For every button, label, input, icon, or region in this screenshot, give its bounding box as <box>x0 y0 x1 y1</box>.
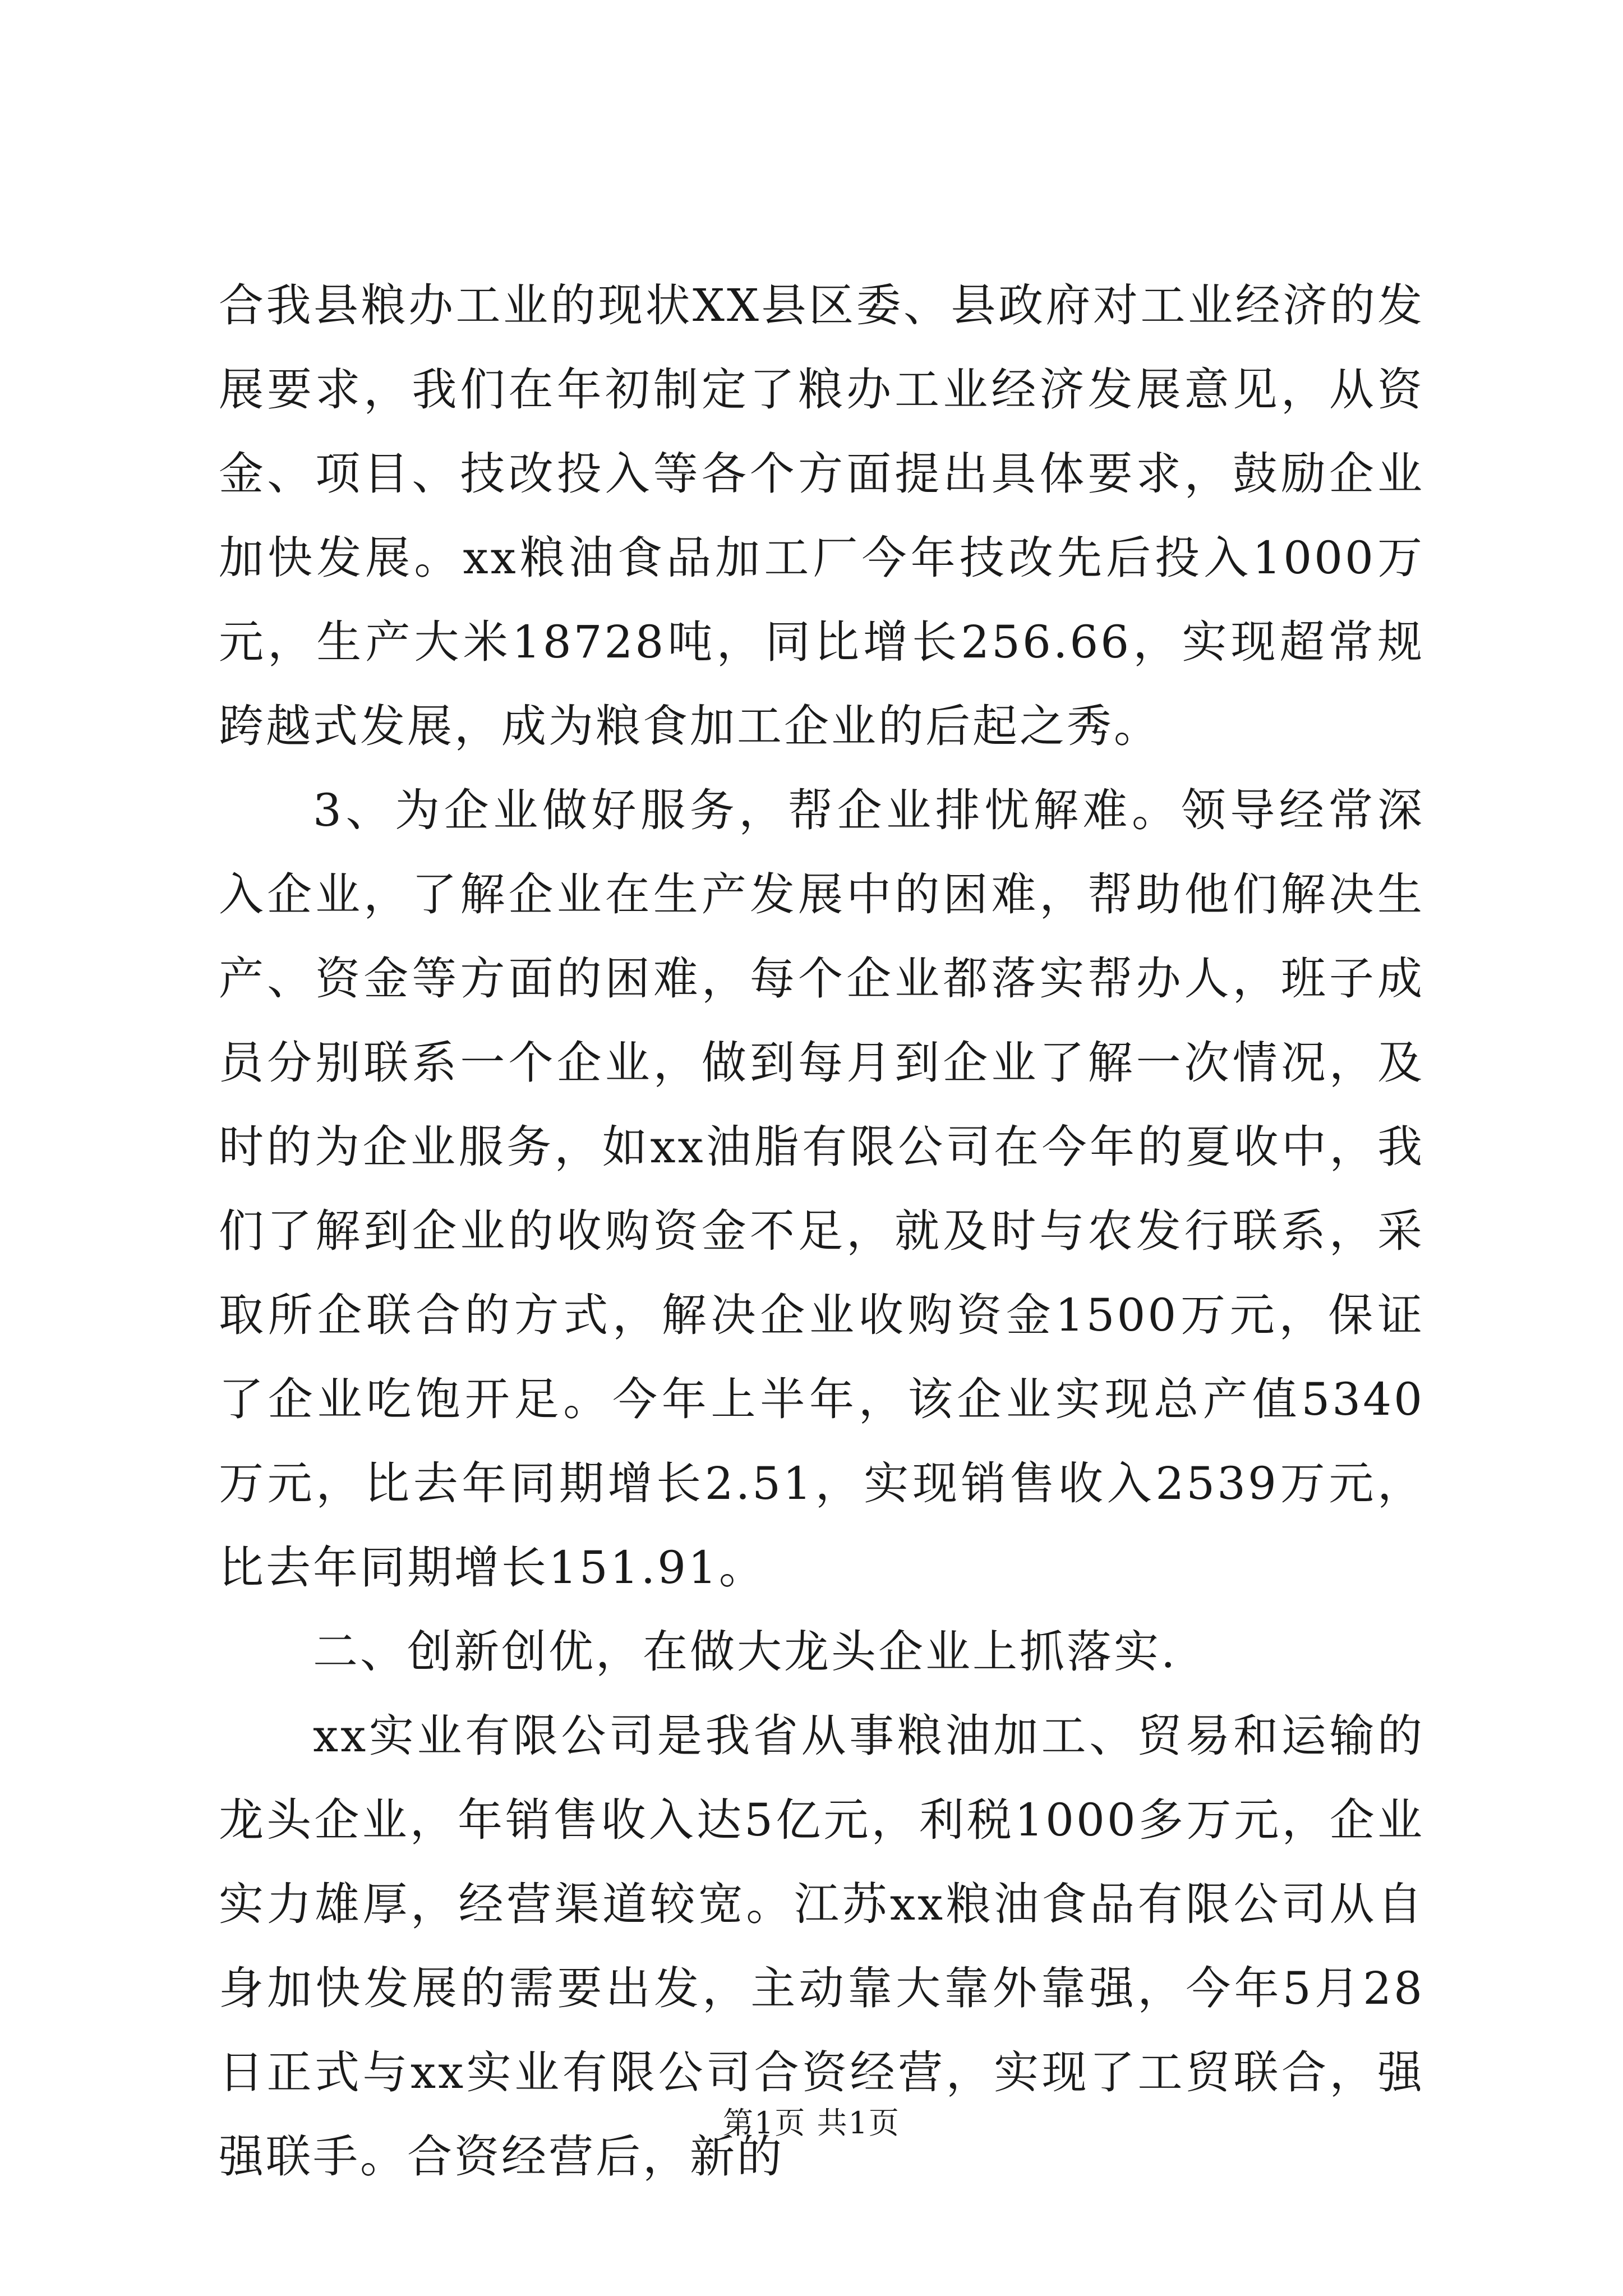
section-heading: 二、创新创优，在做大龙头企业上抓落实. <box>313 1626 1178 1678</box>
document-body <box>219 264 1424 2199</box>
paragraph-leading-enterprise: xx实业有限公司是我省从事粮油加工、贸易和运输的龙头企业，年销售收入达5亿元，利税1000多万元，企业实力雄厚，经营渠道较宽。江苏xx粮油食品有限公司从自身加快发展的需要出发，主动靠大靠外靠强，今年5月28日正式与xx实业有限公司合资经营，实现了工贸联合，强强联手。合资经营后，新的 <box>219 1710 1424 2183</box>
paragraph-continuation: 合我县粮办工业的现状XX县区委、县政府对工业经济的发展要求，我们在年初制定了粮办工业经济发展意见，从资金、项目、技改投入等各个方面提出具体要求，鼓励企业加快发展。xx粮油食品加工厂今年技改先后投入1000万元，生产大米18728吨，同比增长256.66，实现超常规跨越式发展，成为粮食加工企业的后起之秀。 <box>219 279 1424 752</box>
page-footer: 第1页 共1页 <box>723 2105 900 2141</box>
paragraph-service: 3、为企业做好服务，帮企业排忧解难。领导经常深入企业，了解企业在生产发展中的困难，帮助他们解决生产、资金等方面的困难，每个企业都落实帮办人，班子成员分别联系一个企业，做到每月到企业了解一次情况，及时的为企业服务，如xx油脂有限公司在今年的夏收中，我们了解到企业的收购资金不足，就及时与农发行联系，采取所企联合的方式，解决企业收购资金1500万元，保证了企业吃饱开足。今年上半年，该企业实现总产值5340万元，比去年同期增长2.51，实现销售收入2539万元，比去年同期增长151.91。 <box>219 784 1424 1594</box>
